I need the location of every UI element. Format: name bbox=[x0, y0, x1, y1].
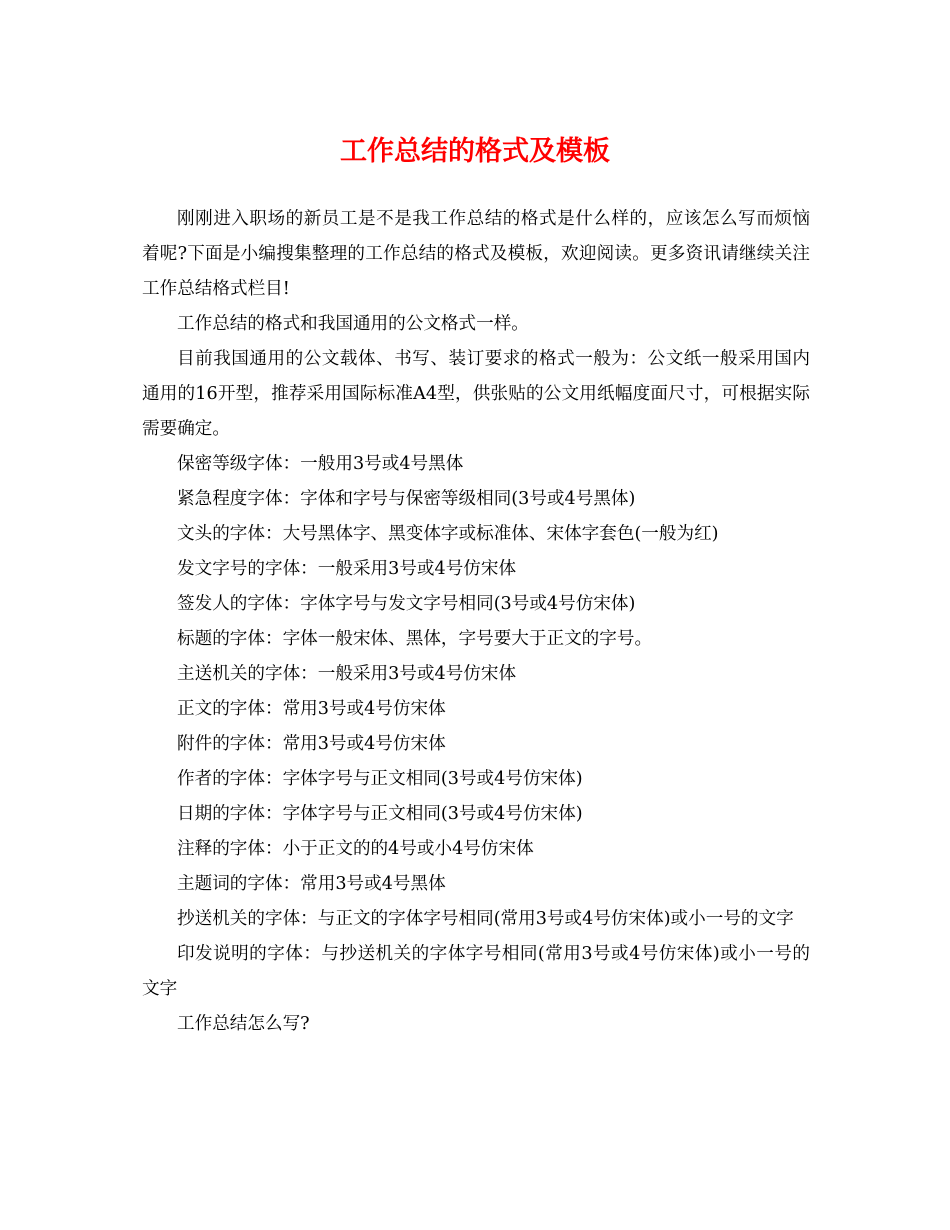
paragraph-date-font: 日期的字体：字体字号与正文相同(3号或4号仿宋体) bbox=[177, 804, 583, 824]
paragraph-attachment-font: 附件的字体：常用3号或4号仿宋体 bbox=[177, 734, 446, 754]
paragraph-security-level-font: 保密等级字体：一般用3号或4号黑体 bbox=[177, 454, 464, 474]
paragraph-print-note-font: 印发说明的字体：与抄送机关的字体字号相同(常用3号或4号仿宋体)或小一号的文字 bbox=[142, 944, 810, 999]
paragraph-format-same: 工作总结的格式和我国通用的公文格式一样。 bbox=[177, 314, 529, 334]
paragraph-doc-number-font: 发文字号的字体：一般采用3号或4号仿宋体 bbox=[177, 559, 517, 579]
paragraph-how-to-write: 工作总结怎么写? bbox=[177, 1014, 310, 1034]
paragraph-author-font: 作者的字体：字体字号与正文相同(3号或4号仿宋体) bbox=[177, 769, 583, 789]
paragraph-intro: 刚刚进入职场的新员工是不是我工作总结的格式是什么样的，应该怎么写而烦恼着呢?下面是小编搜集整理的工作总结的格式及模板，欢迎阅读。更多资讯请继续关注工作总结格式栏目! bbox=[142, 209, 810, 299]
paragraph-cc-font: 抄送机关的字体：与正文的字体字号相同(常用3号或4号仿宋体)或小一号的文字 bbox=[177, 909, 794, 929]
paragraph-title-font: 标题的字体：字体一般宋体、黑体，字号要大于正文的字号。 bbox=[177, 629, 653, 649]
paragraph-keyword-font: 主题词的字体：常用3号或4号黑体 bbox=[177, 874, 446, 894]
paragraph-body-font: 正文的字体：常用3号或4号仿宋体 bbox=[177, 699, 446, 719]
paragraph-annotation-font: 注释的字体：小于正文的的4号或小4号仿宋体 bbox=[177, 839, 534, 859]
paragraph-recipient-font: 主送机关的字体：一般采用3号或4号仿宋体 bbox=[177, 664, 517, 684]
document-title: 工作总结的格式及模板 bbox=[340, 136, 610, 167]
document-body bbox=[142, 202, 810, 1042]
paragraph-header-font: 文头的字体：大号黑体字、黑变体字或标准体、宋体字套色(一般为红) bbox=[177, 524, 719, 544]
paragraph-urgency-font: 紧急程度字体：字体和字号与保密等级相同(3号或4号黑体) bbox=[177, 489, 636, 509]
paragraph-paper-format: 目前我国通用的公文载体、书写、装订要求的格式一般为：公文纸一般采用国内通用的16开型，推荐采用国际标准A4型，供张贴的公文用纸幅度面尺寸，可根据实际需要确定。 bbox=[142, 349, 810, 439]
paragraph-signer-font: 签发人的字体：字体字号与发文字号相同(3号或4号仿宋体) bbox=[177, 594, 636, 614]
